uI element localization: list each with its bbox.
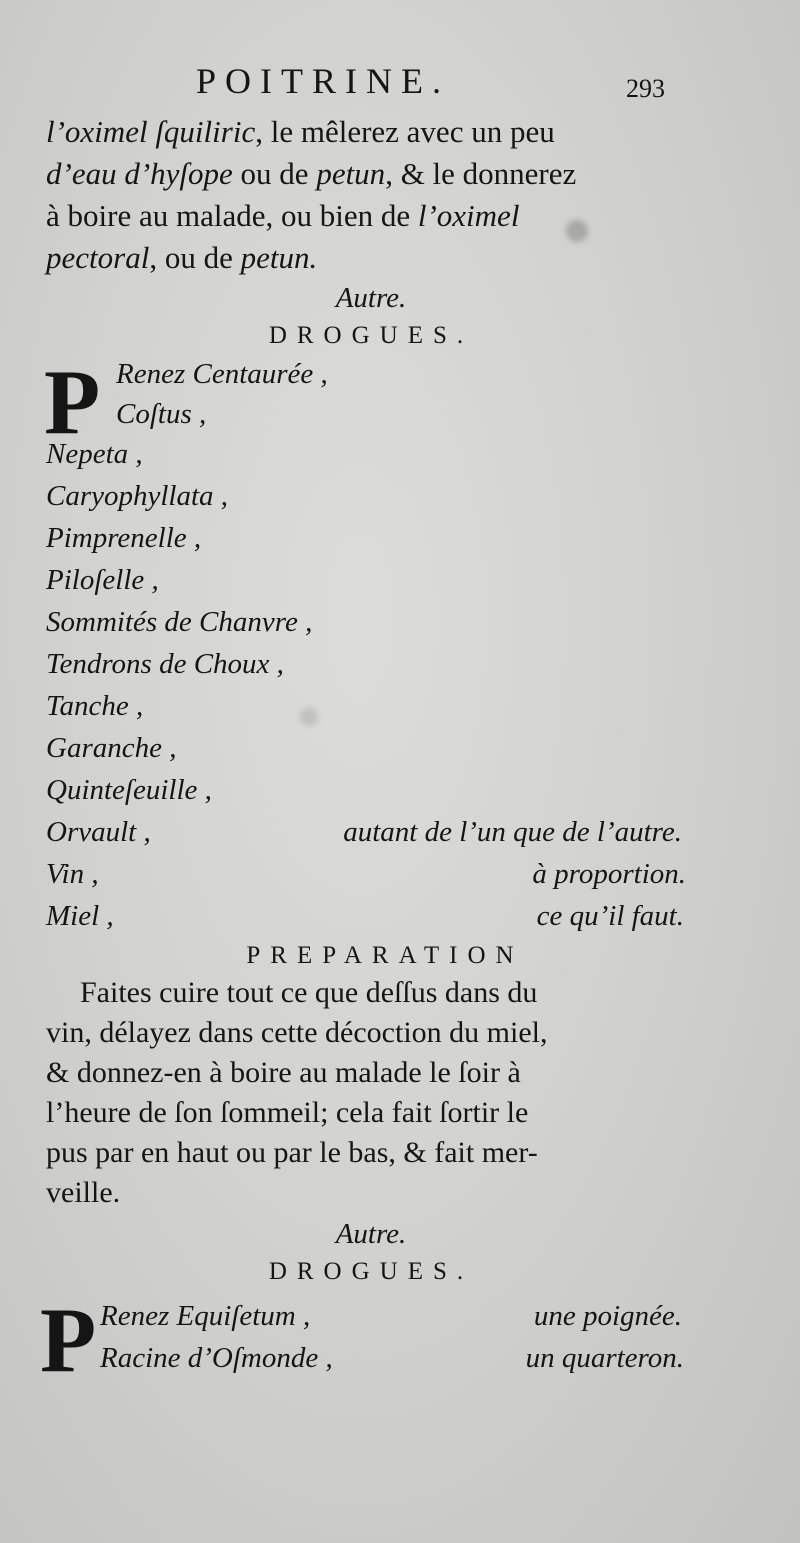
prep-line: Faites cuire tout ce que deſſus dans du [80,976,538,1009]
ingredient: Tanche , [46,690,144,722]
ingredient: Quinteſeuille , [46,774,212,806]
quantity: ce qu’il faut. [536,900,684,932]
ingredient: Sommités de Chanvre , [46,606,313,638]
ingredient: Tendrons de Choux , [46,648,284,680]
intro-text: , & le donnerez [385,156,577,191]
intro-text: petun [316,156,386,191]
quantity: un quarteron. [525,1342,684,1374]
intro-text: à boire au malade, ou bien de [46,198,418,233]
intro-text: l’oximel ſquiliric [46,114,256,149]
prep-line: pus par en haut ou par le bas, & fait mer- [46,1136,538,1169]
preparation-heading: PREPARATION [246,942,524,969]
page-title: POITRINE. [196,61,450,101]
intro-text: pectoral [46,240,150,275]
intro-text: , le mêlerez avec un peu [255,114,555,149]
intro-line-4 [46,240,696,276]
drogues-heading-2: DROGUES. [268,1258,474,1285]
intro-text: , ou de [149,240,241,275]
ingredient: Orvault , [46,816,151,848]
intro-text: ou de [232,156,317,191]
prep-line: veille. [46,1176,121,1209]
intro-line-3 [46,198,696,234]
ingredient: Vin , [46,858,99,890]
ingredient: Garanche , [46,732,177,764]
prep-line: & donnez-en à boire au malade le ſoir à [46,1056,521,1089]
intro-line-2 [46,156,696,192]
running-header [0,60,800,110]
ingredient: Piloſelle , [46,564,159,596]
ingredient: Renez Equiſetum , [100,1300,311,1332]
ingredient: Coſtus , [116,398,207,430]
intro-line-1 [46,114,696,150]
autre-heading: Autre. [335,282,407,314]
intro-text: petun. [240,240,318,275]
ingredient: Nepeta , [46,438,143,470]
quantity: autant de l’un que de l’autre. [343,816,682,848]
intro-text: l’oximel [417,198,520,233]
quantity: une poignée. [533,1300,682,1332]
ingredient: Pimprenelle , [46,522,202,554]
ink-smudge [300,708,318,726]
page-number: 293 [626,74,665,103]
ingredient: Miel , [46,900,114,932]
drop-cap-2: P [40,1289,97,1391]
ingredient: Renez Centaurée , [116,358,328,390]
intro-text: d’eau d’hyſope [46,156,233,191]
drogues-heading: DROGUES. [268,322,474,349]
prep-line: l’heure de ſon ſommeil; cela fait ſortir le [46,1096,529,1129]
ink-smudge [566,220,588,242]
autre-heading-2: Autre. [335,1218,407,1250]
prep-line: vin, délayez dans cette décoction du miel, [46,1016,548,1049]
quantity: à proportion. [532,858,686,890]
drop-cap: P [44,351,101,453]
ingredient: Racine d’Oſmonde , [100,1342,333,1374]
ingredient: Caryophyllata , [46,480,229,512]
